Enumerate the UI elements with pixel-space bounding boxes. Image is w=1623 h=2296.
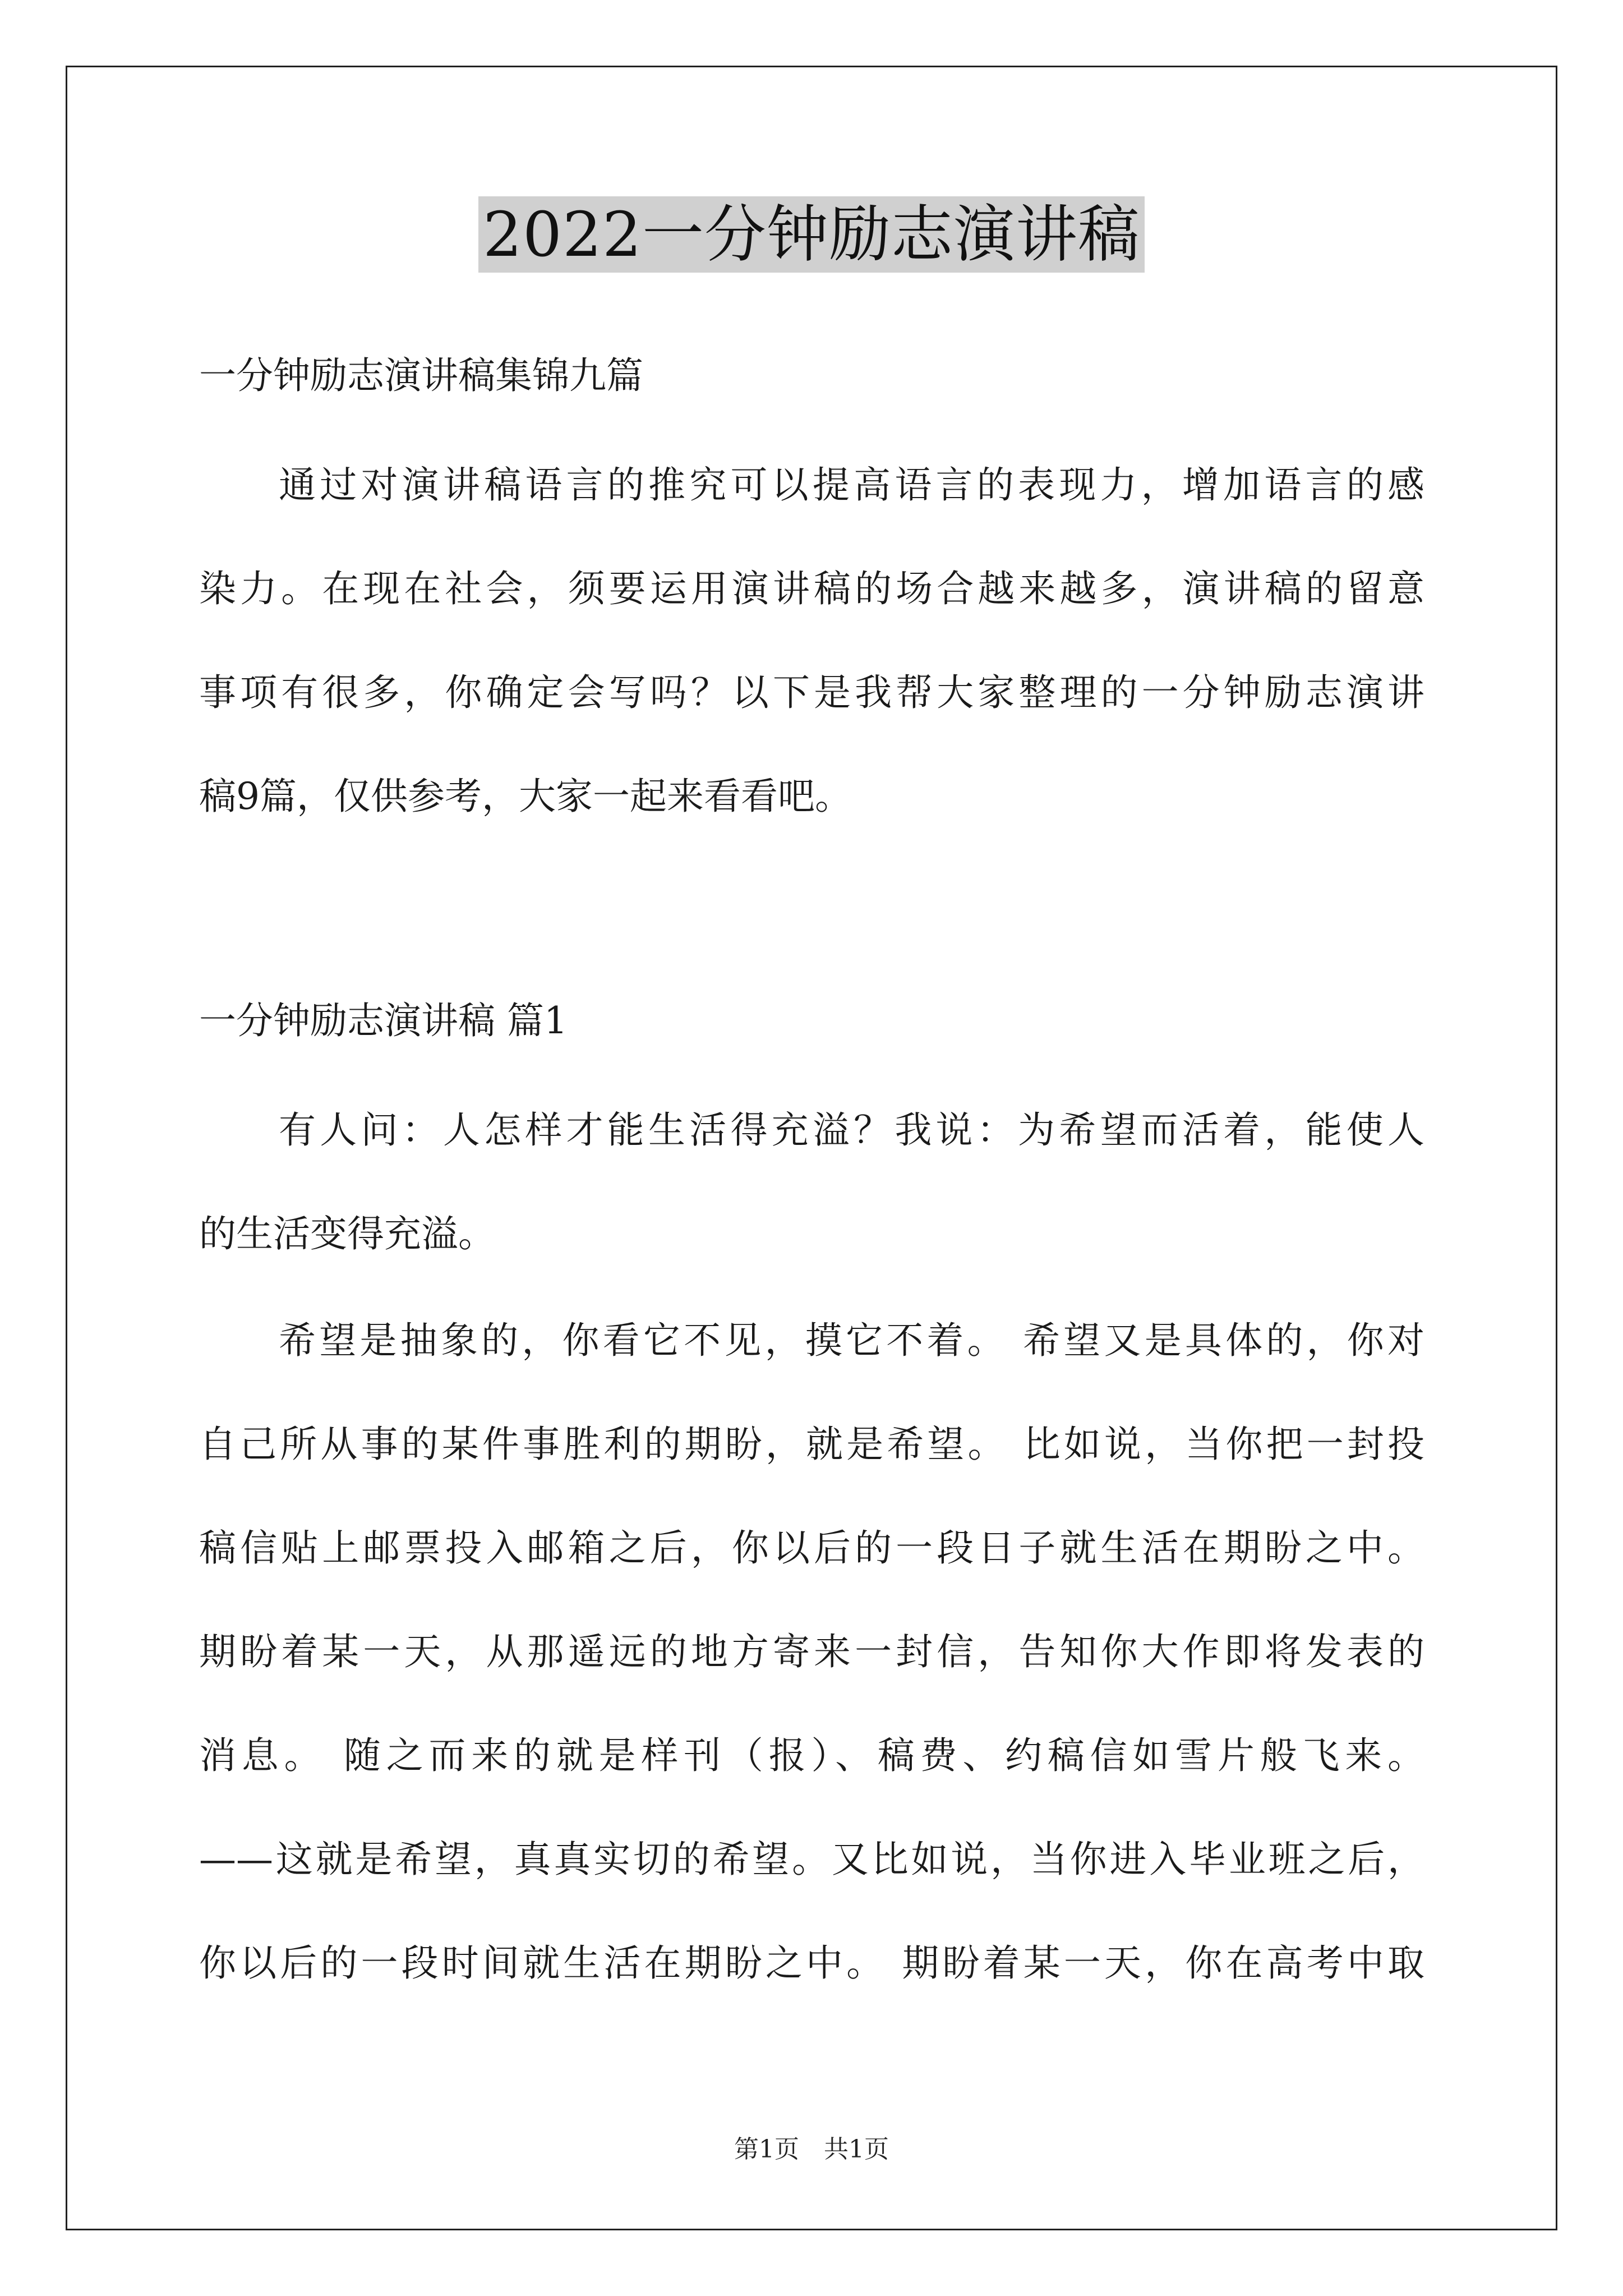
intro-line-2: 染力。在现在社会，须要运用演讲稿的场合越来越多，演讲稿的留意 xyxy=(199,567,1424,610)
para2-line-5: 消息。 随之而来的就是样刊（报）、稿费、约稿信如雪片般飞来。 xyxy=(199,1734,1424,1777)
para2-line-7: 你以后的一段时间就生活在期盼之中。 期盼着某一天，你在高考中取 xyxy=(199,1941,1424,1985)
para2-line-4: 期盼着某一天，从那遥远的地方寄来一封信，告知你大作即将发表的 xyxy=(199,1630,1424,1673)
intro-line-3: 事项有很多，你确定会写吗？以下是我帮大家整理的一分钟励志演讲 xyxy=(199,671,1424,714)
title-wrap xyxy=(0,196,1623,273)
para2-line-3: 稿信贴上邮票投入邮箱之后，你以后的一段日子就生活在期盼之中。 xyxy=(199,1526,1424,1570)
intro-line-1: 通过对演讲稿语言的推究可以提高语言的表现力，增加语言的感 xyxy=(279,463,1424,507)
para1-line-2: 的生活变得充溢。 xyxy=(199,1212,495,1255)
page-footer: 第1页 共1页 xyxy=(734,2135,889,2164)
document-subtitle: 一分钟励志演讲稿集锦九篇 xyxy=(199,354,643,397)
intro-line-4: 稿9篇，仅供参考，大家一起来看看吧。 xyxy=(199,775,852,818)
document-title: 2022一分钟励志演讲稿 xyxy=(478,196,1145,273)
para2-line-6: ——这就是希望，真真实切的希望。又比如说，当你进入毕业班之后， xyxy=(199,1838,1424,1881)
para2-line-1: 希望是抽象的，你看它不见，摸它不着。 希望又是具体的，你对 xyxy=(279,1319,1424,1362)
section-heading: 一分钟励志演讲稿 篇1 xyxy=(199,999,568,1042)
para1-line-1: 有人问：人怎样才能生活得充溢？我说：为希望而活着，能使人 xyxy=(279,1108,1424,1152)
para2-line-2: 自己所从事的某件事胜利的期盼，就是希望。 比如说，当你把一封投 xyxy=(199,1423,1424,1466)
